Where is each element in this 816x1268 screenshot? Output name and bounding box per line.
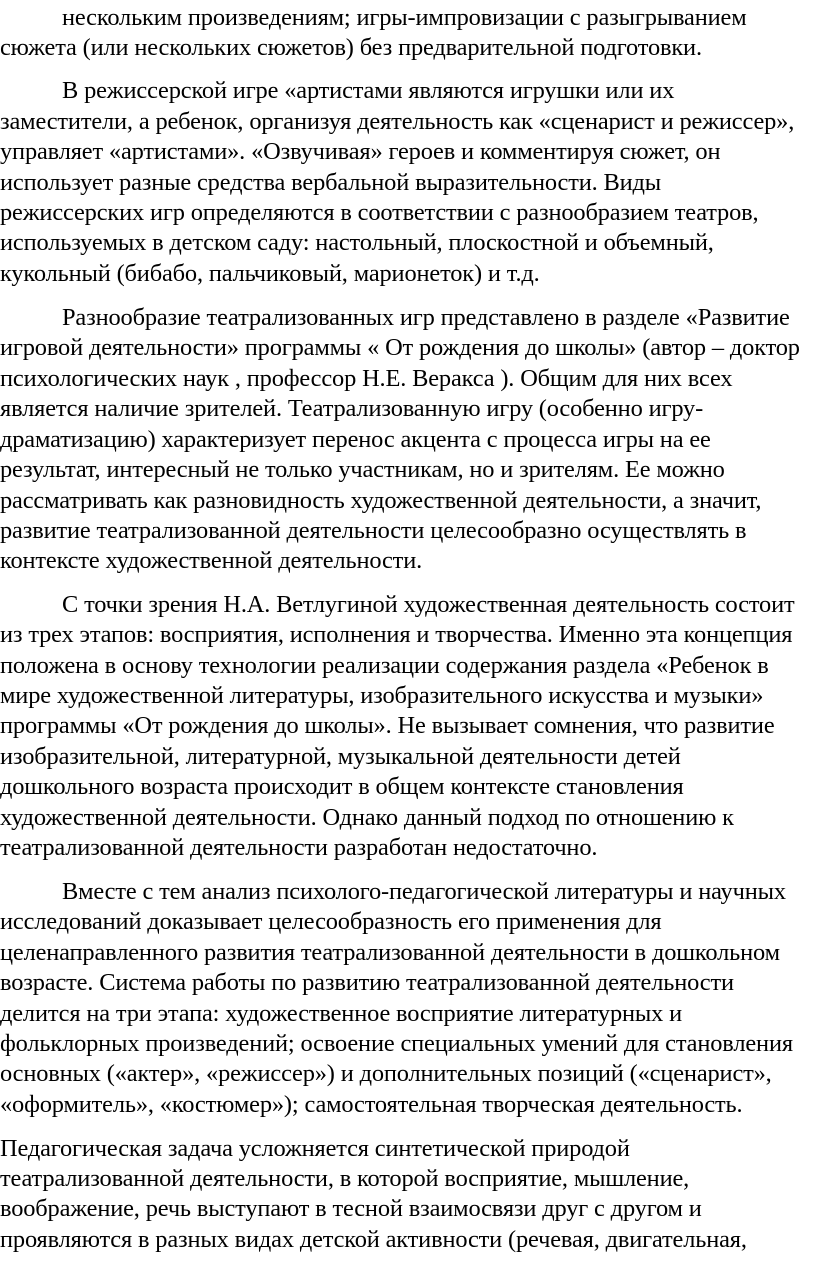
paragraph-6-line-1: Педагогическая задача усложняется синтетической природой (0, 1135, 630, 1162)
paragraph-5-line-2: исследований доказывает целесообразность его применения для (0, 908, 662, 935)
paragraph-6-line-4: проявляются в разных видах детской активности (речевая, двигательная, (0, 1226, 747, 1253)
paragraph-5-line-5: делится на три этапа: художественное восприятие литературных и (0, 1000, 683, 1027)
paragraph-6-line-3: воображение, речь выступают в тесной взаимосвязи друг с другом и (0, 1195, 702, 1222)
paragraph-4-line-2: из трех этапов: восприятия, исполнения и творчества. Именно эта концепция (0, 621, 793, 648)
paragraph-2-line-1: В режиссерской игре «артистами являются игрушки или их (62, 77, 675, 104)
paragraph-4-line-3: положена в основу технологии реализации содержания раздела «Ребенок в (0, 652, 769, 679)
paragraph-1-line-2: сюжета (или нескольких сюжетов) без предварительной подготовки. (0, 34, 702, 61)
paragraph-4-line-5: программы «От рождения до школы». Не вызывает сомнения, что развитие (0, 712, 775, 739)
paragraph-6-line-2: театрализованной деятельности, в которой восприятие, мышление, (0, 1165, 690, 1192)
paragraph-5-line-7: основных («актер», «режиссер») и дополнительных позиций («сценарист», (0, 1060, 772, 1087)
paragraph-5-line-1: Вместе с тем анализ психолого-педагогической литературы и научных (62, 878, 786, 905)
paragraph-4-line-7: дошкольного возраста происходит в общем контексте становления (0, 773, 684, 800)
paragraph-4-line-1: С точки зрения Н.А. Ветлугиной художественная деятельность состоит (62, 591, 795, 618)
paragraph-4-line-6: изобразительной, литературной, музыкальной деятельности детей (0, 743, 681, 770)
paragraph-3-line-2: игровой деятельности» программы « От рождения до школы» (автор – доктор (0, 334, 800, 361)
paragraph-2-line-7: кукольный (бибабо, пальчиковый, марионеток) и т.д. (0, 260, 540, 287)
paragraph-3-line-9: контексте художественной деятельности. (0, 547, 423, 574)
paragraph-2-line-4: использует разные средства вербальной выразительности. Виды (0, 169, 662, 196)
paragraph-3-line-5: драматизацию) характеризует перенос акцента с процесса игры на ее (0, 426, 711, 453)
paragraph-3-line-8: развитие театрализованной деятельности целесообразно осуществлять в (0, 517, 747, 544)
paragraph-4-line-9: театрализованной деятельности разработан недостаточно. (0, 834, 598, 861)
paragraph-2-line-6: используемых в детском саду: настольный, плоскостной и объемный, (0, 229, 714, 256)
paragraph-5-line-8: «оформитель», «костюмер»); самостоятельная творческая деятельность. (0, 1091, 743, 1118)
paragraph-3-line-6: результат, интересный не только участникам, но и зрителям. Ее можно (0, 456, 725, 483)
paragraph-1-line-1: нескольким произведениям; игры-импровизации с разыгрыванием (62, 4, 747, 31)
paragraph-5-line-3: целенаправленного развития театрализованной деятельности в дошкольном (0, 939, 780, 966)
paragraph-3-line-7: рассматривать как разновидность художественной деятельности, а значит, (0, 487, 762, 514)
paragraph-4-line-8: художественной деятельности. Однако данный подход по отношению к (0, 804, 734, 831)
paragraph-5-line-6: фольклорных произведений; освоение специальных умений для становления (0, 1030, 793, 1057)
paragraph-2-line-5: режиссерских игр определяются в соответствии с разнообразием театров, (0, 199, 759, 226)
paragraph-3-line-1: Разнообразие театрализованных игр представлено в разделе «Развитие (62, 304, 790, 331)
paragraph-3-line-4: является наличие зрителей. Театрализованную игру (особенно игру- (0, 395, 704, 422)
paragraph-3-line-3: психологических наук , профессор Н.Е. Веракса ). Общим для них всех (0, 365, 733, 392)
paragraph-2-line-2: заместители, а ребенок, организуя деятельность как «сценарист и режиссер», (0, 108, 795, 135)
paragraph-5-line-4: возрасте. Система работы по развитию театрализованной деятельности (0, 969, 734, 996)
paragraph-4-line-4: мире художественной литературы, изобразительного искусства и музыки» (0, 682, 764, 709)
paragraph-2-line-3: управляет «артистами». «Озвучивая» героев и комментируя сюжет, он (0, 138, 721, 165)
